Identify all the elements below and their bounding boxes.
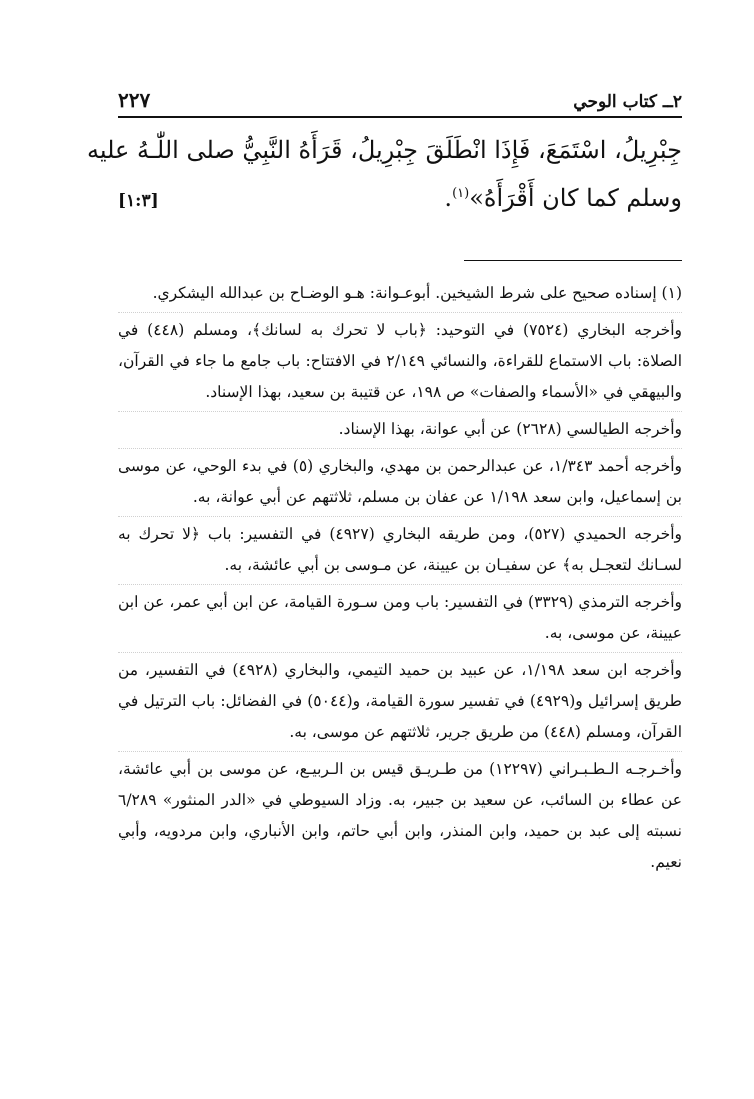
running-title: ٢ــ كتاب الوحي xyxy=(573,92,682,112)
hadith-reference: [١:٣] xyxy=(118,191,159,211)
footnote-paragraph: وأخـرجـه الـطـبـراني (١٢٢٩٧) من طـريـق قيس بن الـربيـع، عن موسى بن أبي عائشة، عن عطاء بن السائب، عن سعيد بن جبير، به. وزاد السيوطي في «الدر المنثور» ٦/٢٨٩ نسبته إلى عبد بن حميد، وابن المنذر، وابن أبي حاتم، وابن الأنباري، وابن مردويه، وأبي نعيم. xyxy=(118,760,682,871)
hadith-line-1-text: جِبْرِيلُ، اسْتَمَعَ، فَإِذَا انْطَلَقَ جِبْرِيلُ، قَرَأَهُ النَّبِيُّ صلى اللّٰـهُ عليه xyxy=(86,136,682,164)
page-number: ٢٢٧ xyxy=(118,88,151,112)
hadith-line-2 xyxy=(118,172,682,223)
footnote-separator xyxy=(464,260,682,261)
hadith-line-1 xyxy=(86,128,682,172)
hadith-line-2-end: . xyxy=(444,184,453,212)
hadith-line-2-text: وسلم كما كان أَقْرَأَهُ» xyxy=(469,184,682,212)
footnote-paragraph: وأخرجه ابن سعد ١/١٩٨، عن عبيد بن حميد التيمي، والبخاري (٤٩٢٨) في التفسير، من طريق إسرائيل و(٤٩٢٩) في تفسير سورة القيامة، و(٥٠٤٤) في الفضائل: باب الترتيل في القرآن، ومسلم (٤٤٨) من طريق جرير، ثلاثتهم عن موسى، به. xyxy=(118,653,682,752)
page-header xyxy=(118,84,682,118)
footnote-paragraph: وأخرجه الترمذي (٣٣٢٩) في التفسير: باب ومن سـورة القيامة، عن ابن أبي عمر، عن ابن عيينة، عن موسى، به. xyxy=(118,585,682,653)
footnote-paragraph: وأخرجه البخاري (٧٥٢٤) في التوحيد: ﴿باب لا تحرك به لسانك﴾، ومسلم (٤٤٨) في الصلاة: باب الاستماع للقراءة، والنسائي ٢/١٤٩ في الافتتاح: باب جامع ما جاء في القرآن، والبيهقي في «الأسماء والصفات» ص ١٩٨، عن قتيبة بن سعيد، بهذا الإسناد. xyxy=(118,313,682,412)
footnote-paragraph: وأخرجه أحمد ١/٣٤٣، عن عبدالرحمن بن مهدي، والبخاري (٥) في بدء الوحي، عن موسى بن إسماعيل، وابن سعد ١/١٩٨ عن عفان بن مسلم، ثلاثتهم عن أبي عوانة، به. xyxy=(118,449,682,517)
footnotes xyxy=(118,276,682,881)
footnote-marker[interactable]: (١) xyxy=(452,186,470,201)
footnote-paragraph: وأخرجه الحميدي (٥٢٧)، ومن طريقه البخاري (٤٩٢٧) في التفسير: باب ﴿لا تحرك به لسـانك لتعجـل به﴾ عن سفيـان بن عيينة، عن مـوسى بن أبي عائشة، به. xyxy=(118,517,682,585)
footnote-paragraph: (١) إسناده صحيح على شرط الشيخين. أبوعـوانة: هـو الوضـاح بن عبدالله اليشكري. xyxy=(118,276,682,313)
footnote-paragraph: وأخرجه الطيالسي (٢٦٢٨) عن أبي عوانة، بهذا الإسناد. xyxy=(118,412,682,449)
hadith-text xyxy=(86,128,682,223)
